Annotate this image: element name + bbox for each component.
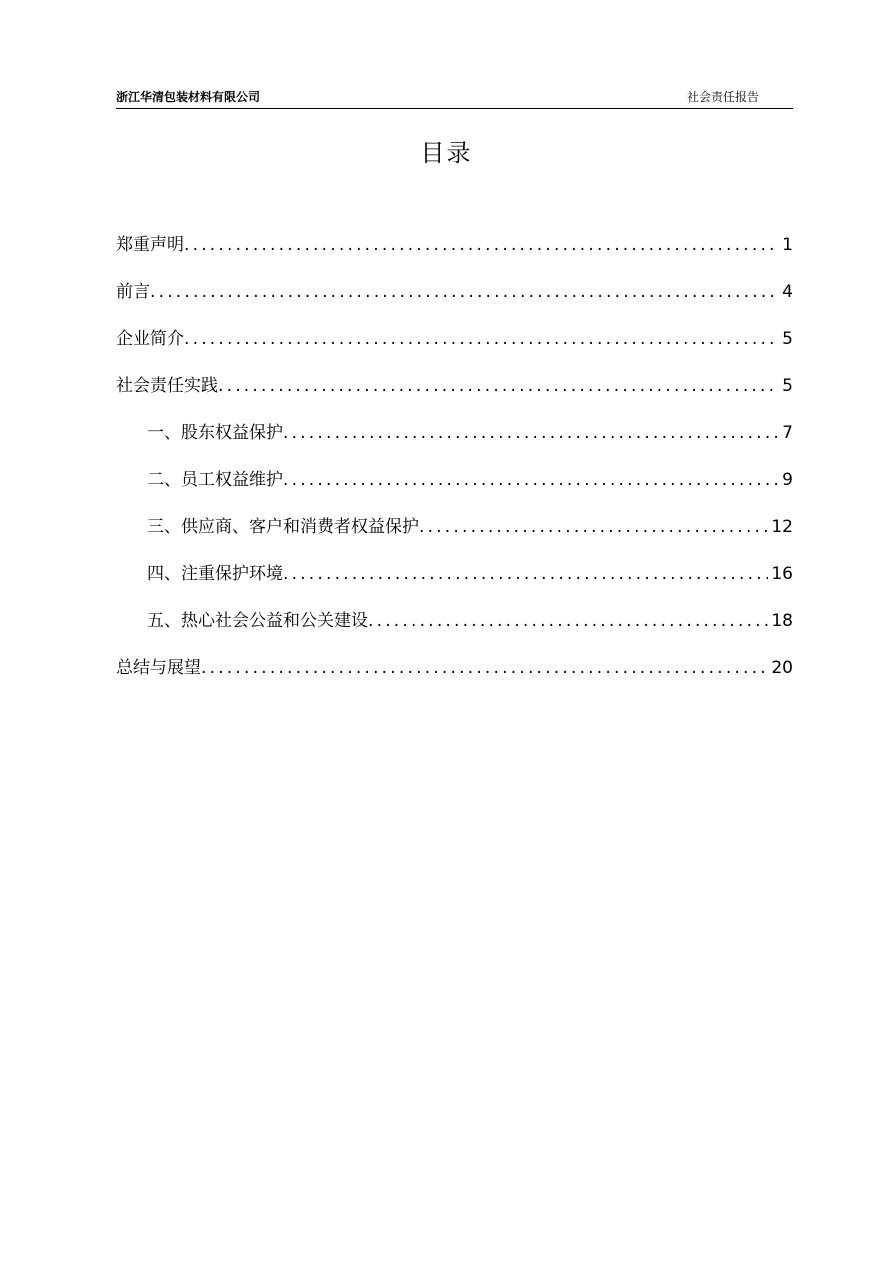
toc-dot-leader [283,470,779,490]
page-header [116,86,793,109]
toc-entry-text: 前言 [116,282,150,302]
toc-dot-leader [201,658,768,678]
toc-subentry[interactable] [116,418,793,465]
table-of-contents [116,230,793,700]
toc-subentry[interactable] [116,512,793,559]
toc-dot-leader [283,564,768,584]
toc-entry-text: 五、热心社会公益和公关建设 [147,611,368,631]
toc-dot-leader [368,611,768,631]
toc-entry-page: 5 [782,376,793,396]
toc-entry-page: 7 [782,423,793,443]
toc-entry[interactable] [116,371,793,418]
toc-entry-page: 18 [771,611,793,631]
toc-entry-text: 一、股东权益保护 [147,423,283,443]
header-report-name: 社会责任报告 [686,90,759,104]
toc-entry[interactable] [116,277,793,324]
toc-entry-page: 16 [771,564,793,584]
toc-entry-text: 四、注重保护环境 [147,564,283,584]
toc-entry-text: 总结与展望 [116,658,201,678]
toc-entry-page: 20 [771,658,793,678]
toc-subentry[interactable] [116,606,793,653]
toc-entry[interactable] [116,230,793,277]
toc-entry-text: 二、员工权益维护 [147,470,283,490]
toc-entry-page: 5 [782,329,793,349]
toc-dot-leader [184,235,779,255]
toc-dot-leader [419,517,768,537]
toc-entry-page: 4 [782,282,793,302]
toc-entry[interactable] [116,653,793,700]
toc-entry-page: 9 [782,470,793,490]
toc-dot-leader [283,423,779,443]
toc-subentry[interactable] [116,559,793,606]
toc-title: 目录 [420,139,473,167]
toc-dot-leader [218,376,779,396]
toc-entry-text: 社会责任实践 [116,376,218,396]
header-company-name: 浙江华清包装材料有限公司 [116,90,261,104]
toc-entry-page: 12 [771,517,793,537]
toc-entry-text: 三、供应商、客户和消费者权益保护 [147,517,419,537]
toc-entry-page: 1 [782,235,793,255]
toc-subentry[interactable] [116,465,793,512]
toc-entry-text: 企业简介 [116,329,184,349]
toc-dot-leader [150,282,779,302]
toc-dot-leader [184,329,779,349]
toc-entry[interactable] [116,324,793,371]
toc-entry-text: 郑重声明 [116,235,184,255]
